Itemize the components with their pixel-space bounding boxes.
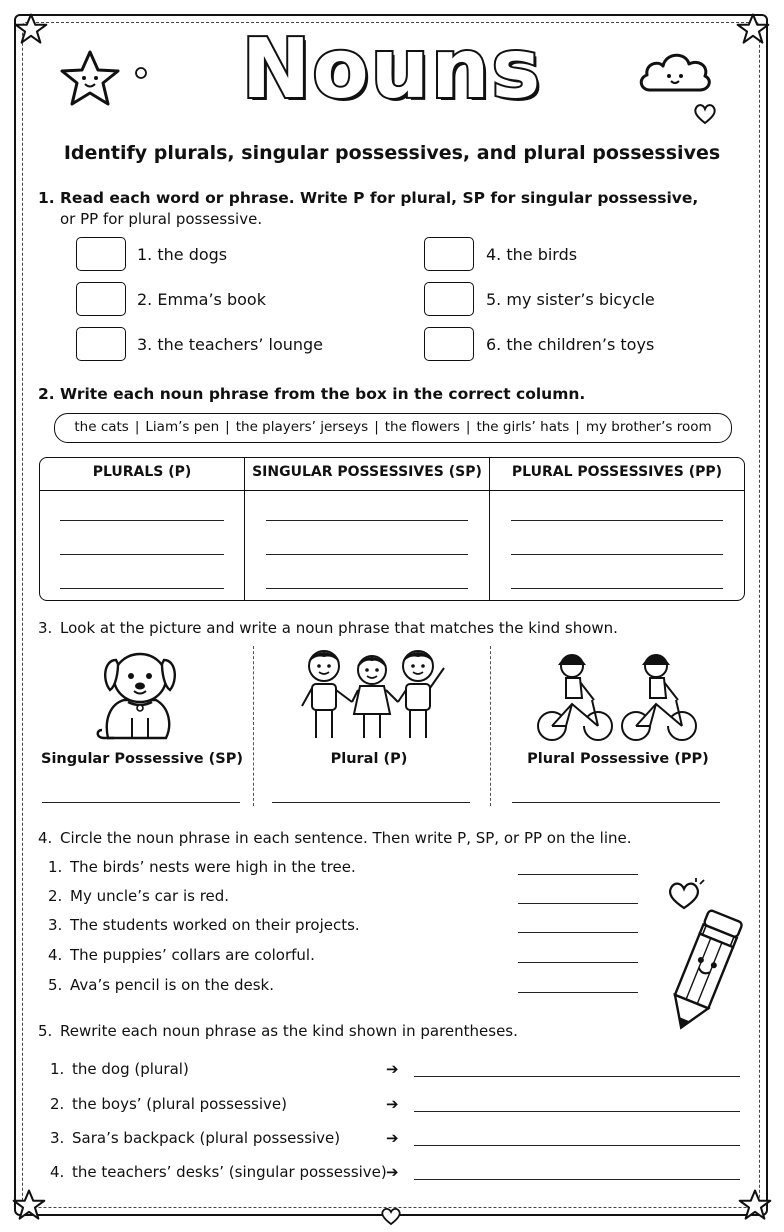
column-header-plurals: PLURALS (P)	[92, 464, 192, 480]
dog-icon	[94, 646, 184, 742]
answer-line[interactable]	[266, 554, 468, 555]
q5-instruction: 5. Rewrite each noun phrase as the kind shown in parentheses.	[38, 1022, 518, 1040]
table-header-divider	[40, 490, 744, 491]
answer-line[interactable]	[518, 932, 638, 933]
pencil-icon	[664, 906, 744, 1036]
q1-item: 2. Emma’s book	[137, 290, 266, 309]
q1-item: 5. my sister’s bicycle	[486, 290, 655, 309]
arrow-icon: ➔	[386, 1060, 399, 1078]
picture-divider	[253, 646, 254, 806]
q4-sentence: 5. Ava’s pencil is on the desk.	[48, 976, 275, 994]
answer-line[interactable]	[60, 588, 224, 589]
answer-line[interactable]	[414, 1145, 740, 1146]
column-header-singular-possessives: SINGULAR POSSESSIVES (SP)	[252, 464, 482, 480]
arrow-icon: ➔	[386, 1163, 399, 1181]
caption-sp: Singular Possessive (SP)	[41, 751, 243, 767]
answer-line[interactable]	[518, 903, 638, 904]
q5-item: 2. the boys’ (plural possessive)	[50, 1095, 287, 1113]
answer-line[interactable]	[266, 520, 468, 521]
word-box: the cats | Liam’s pen | the players’ jerseys | the flowers | the girls’ hats | my brother’s room	[54, 413, 732, 443]
answer-line[interactable]	[511, 554, 723, 555]
q4-sentence: 4. The puppies’ collars are colorful.	[48, 946, 315, 964]
q4-instruction: 4. Circle the noun phrase in each sentence. Then write P, SP, or PP on the line.	[38, 829, 632, 847]
q5-item: 1. the dog (plural)	[50, 1060, 189, 1078]
q4-sentence: 1. The birds’ nests were high in the tree.	[48, 858, 356, 876]
q5-item: 4. the teachers’ desks’ (singular possessive)	[50, 1163, 387, 1181]
picture-divider	[490, 646, 491, 806]
q1-item: 4. the birds	[486, 245, 578, 264]
heart-icon	[380, 1206, 402, 1226]
q1-instruction: 1. Read each word or phrase. Write P for plural, SP for singular possessive,	[38, 189, 699, 207]
answer-line[interactable]	[266, 588, 468, 589]
answer-box[interactable]	[76, 282, 126, 316]
q1-item: 6. the children’s toys	[486, 335, 655, 354]
answer-line[interactable]	[42, 802, 240, 803]
star-icon	[12, 1188, 46, 1222]
answer-box[interactable]	[76, 237, 126, 271]
answer-box[interactable]	[424, 237, 474, 271]
q1-item: 1. the dogs	[137, 245, 228, 264]
q4-sentence: 3. The students worked on their projects.	[48, 916, 360, 934]
page-title: Nouns	[241, 22, 543, 117]
q3-instruction: 3. Look at the picture and write a noun phrase that matches the kind shown.	[38, 619, 618, 637]
answer-line[interactable]	[60, 520, 224, 521]
answer-line[interactable]	[60, 554, 224, 555]
column-header-plural-possessives: PLURAL POSSESSIVES (PP)	[511, 464, 723, 480]
arrow-icon: ➔	[386, 1095, 399, 1113]
answer-line[interactable]	[518, 992, 638, 993]
answer-line[interactable]	[511, 520, 723, 521]
arrow-icon: ➔	[386, 1129, 399, 1147]
answer-line[interactable]	[511, 588, 723, 589]
q1-item: 3. the teachers’ lounge	[137, 335, 324, 354]
answer-line[interactable]	[414, 1076, 740, 1077]
answer-line[interactable]	[518, 874, 638, 875]
answer-box[interactable]	[76, 327, 126, 361]
answer-line[interactable]	[518, 962, 638, 963]
answer-line[interactable]	[414, 1179, 740, 1180]
bicycle-riders-icon	[536, 650, 696, 746]
q2-instruction: 2. Write each noun phrase from the box in the correct column.	[38, 385, 586, 403]
kids-icon	[294, 646, 454, 746]
q1-instruction-line2: or PP for plural possessive.	[60, 210, 263, 228]
answer-line[interactable]	[512, 802, 720, 803]
page-subtitle: Identify plurals, singular possessives, and plural possessives	[63, 142, 721, 164]
answer-line[interactable]	[272, 802, 470, 803]
star-icon	[738, 1188, 772, 1222]
answer-box[interactable]	[424, 282, 474, 316]
q4-sentence: 2. My uncle’s car is red.	[48, 887, 230, 905]
q5-item: 3. Sara’s backpack (plural possessive)	[50, 1129, 341, 1147]
caption-p: Plural (P)	[330, 751, 408, 767]
caption-pp: Plural Possessive (PP)	[527, 751, 709, 767]
answer-box[interactable]	[424, 327, 474, 361]
answer-line[interactable]	[414, 1111, 740, 1112]
